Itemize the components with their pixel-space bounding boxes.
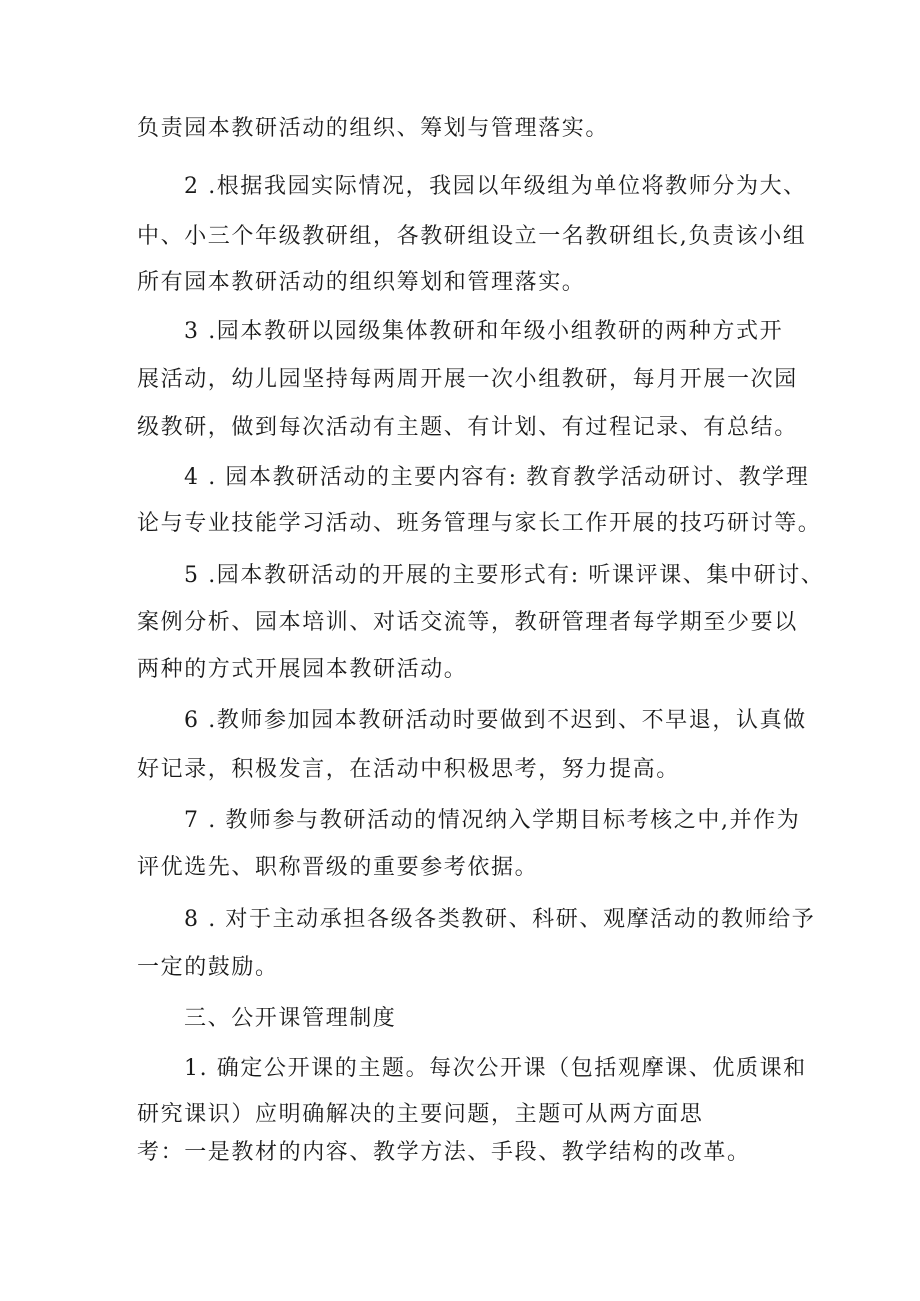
text-line: 评优选先、职称晋级的重要参考依据。 bbox=[137, 855, 539, 880]
text-line: 所有园本教研活动的组织筹划和管理落实。 bbox=[137, 270, 586, 295]
text-line: 展活动，幼儿园坚持每两周开展一次小组教研，每月开展一次园 bbox=[137, 367, 798, 392]
text-line: 中、小三个年级教研组，各教研组设立一名教研组长,负责该小组 bbox=[137, 224, 807, 249]
section-heading: 三、公开课管理制度 bbox=[184, 1006, 397, 1031]
text-line: 8 . 对于主动承担各级各类教研、科研、观摩活动的教师给予 bbox=[184, 907, 816, 932]
text-line: 4 . 园本教研活动的主要内容有: 教育教学活动研讨、教学理 bbox=[184, 465, 810, 490]
text-line: 级教研，做到每次活动有主题、有计划、有过程记录、有总结。 bbox=[137, 415, 798, 440]
text-line: 一定的鼓励。 bbox=[137, 955, 279, 980]
text-line: 研究课识）应明确解决的主要问题，主题可从两方面思 bbox=[137, 1102, 704, 1127]
text-line: 1. 确定公开课的主题。每次公开课（包括观摩课、优质课和 bbox=[184, 1056, 807, 1081]
text-line: 5 .园本教研活动的开展的主要形式有: 听课评课、集中研讨、 bbox=[184, 563, 825, 588]
text-line: 7 . 教师参与教研活动的情况纳入学期目标考核之中,并作为 bbox=[184, 808, 801, 833]
text-line: 论与专业技能学习活动、班务管理与家长工作开展的技巧研讨等。 bbox=[137, 511, 822, 536]
text-line: 6 .教师参加园本教研活动时要做到不迟到、不早退，认真做 bbox=[184, 708, 807, 733]
text-line: 负责园本教研活动的组织、筹划与管理落实。 bbox=[137, 116, 610, 141]
text-line: 好记录，积极发言，在活动中积极思考，努力提高。 bbox=[137, 757, 680, 782]
text-line: 两种的方式开展园本教研活动。 bbox=[137, 657, 468, 682]
text-line: 2 .根据我园实际情况，我园以年级组为单位将教师分为大、 bbox=[184, 174, 807, 199]
text-line: 3 .园本教研以园级集体教研和年级小组教研的两种方式开 bbox=[184, 319, 784, 344]
text-line: 考：一是教材的内容、教学方法、手段、教学结构的改革。 bbox=[137, 1140, 751, 1165]
text-line: 案例分析、园本培训、对话交流等，教研管理者每学期至少要以 bbox=[137, 610, 798, 635]
